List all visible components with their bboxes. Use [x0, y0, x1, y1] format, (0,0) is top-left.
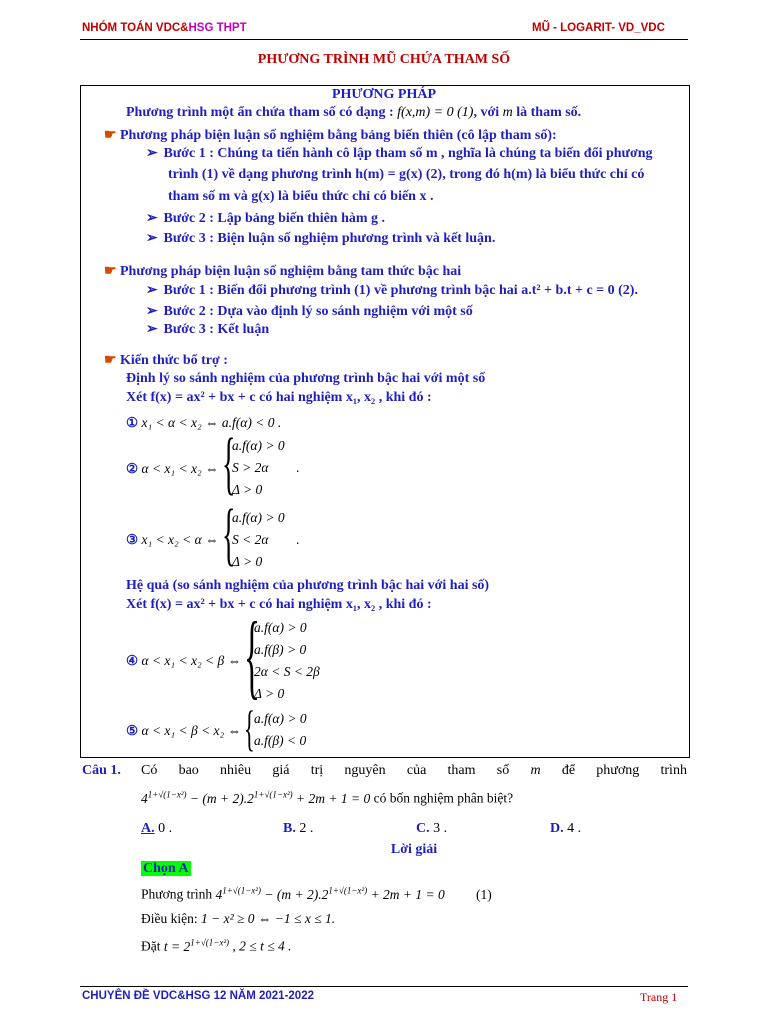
circled-number-4: ④: [126, 653, 139, 668]
case-4-sys-4: Δ > 0: [254, 686, 285, 701]
case-1: [126, 414, 281, 432]
brace-2: {: [222, 425, 236, 502]
case-4-sys-2: a.f(β) > 0: [254, 642, 307, 657]
step-text: Kết luận: [217, 322, 270, 337]
substitution: $t = 2^{1+√(1-x^2)}$: [163, 937, 230, 954]
equation-number: (1): [476, 887, 492, 902]
brace-5: {: [244, 700, 255, 756]
step-text: Biến đổi phương trình (1) về phương trình bậc hai a.t² + b.t + c = 0 (2).: [217, 283, 638, 298]
question-line-1: [141, 763, 687, 779]
step-label: Bước 1 :: [163, 283, 214, 298]
q-word: tham: [447, 763, 476, 778]
case-2-sys-1: a.f(α) > 0: [232, 438, 285, 453]
question-line-2: [141, 789, 513, 807]
solution-equation: $4^{1+√(1-x^2)} - (m + 2).2^{1+√(1-x^2)} + 2m + 1 = 0$: [215, 885, 445, 902]
intro-text: Phương trình một ẩn chứa tham số có dạng :: [126, 105, 398, 120]
section1-step1-row: [146, 145, 652, 163]
q-word: giá: [272, 763, 290, 778]
q-word: nhiêu: [220, 763, 252, 778]
case-4: [126, 652, 241, 670]
option-value: 2 .: [299, 821, 314, 836]
option-c[interactable]: [416, 821, 447, 837]
section1-title-row: [104, 127, 557, 145]
question-suffix: có bốn nghiệm phân biệt?: [370, 790, 514, 806]
option-d[interactable]: [550, 821, 581, 837]
arrow-bullet-icon: ➢: [146, 211, 158, 226]
case-3-sys-1: a.f(α) > 0: [232, 510, 285, 525]
option-letter: D.: [550, 821, 564, 836]
intro-m: m: [502, 105, 513, 120]
chosen-answer: Chọn A: [143, 861, 189, 876]
option-letter: B.: [283, 821, 296, 836]
case-5-sys-2: a.f(β) < 0: [254, 733, 307, 748]
case-3-sys-2: S < 2α: [232, 532, 269, 547]
corollary-title: Hệ quả (so sánh nghiệm của phương trình bậc hai với hai số): [126, 578, 490, 593]
substitution-range: , 2 ≤ t ≤ 4 .: [229, 938, 292, 954]
case-3-sys-3: Δ > 0: [232, 554, 263, 569]
arrow-bullet-icon: ➢: [146, 283, 158, 298]
q-word: trình: [660, 763, 687, 778]
step-text: Dựa vào định lý so sánh nghiệm với một số: [217, 304, 473, 319]
substitution-row: [141, 937, 291, 955]
arrow-bullet-icon: ➢: [146, 304, 158, 319]
step-label: Bước 3 :: [163, 322, 214, 337]
section1-step1-line2: trình (1) về dạng phương trình h(m) = g(x) (2), trong đó h(m) là biểu thức chỉ có: [168, 167, 645, 182]
case-2-sys-2: S > 2α: [232, 460, 269, 475]
solution-heading: Lời giải: [390, 842, 438, 857]
header-group-name: NHÓM TOÁN VDC&: [82, 22, 189, 34]
case-2-sys-3: Δ > 0: [232, 482, 263, 497]
header-right: MŨ - LOGARIT- VD_VDC: [532, 22, 665, 34]
section3-title-row: [104, 352, 228, 370]
question-label: Câu 1.: [82, 763, 121, 778]
step-label: Bước 1 :: [163, 146, 214, 161]
q-word: của: [406, 763, 427, 778]
header-rule: [80, 39, 688, 40]
solution-equation-row: [141, 885, 445, 903]
case-3-left: x₁ < x₂ < α ⇔: [141, 532, 219, 547]
q-word: số: [496, 763, 510, 778]
option-value: 4 .: [567, 821, 582, 836]
option-value: 0 .: [158, 821, 173, 836]
section2-step2-row: [146, 303, 473, 321]
q-word: nguyên: [344, 763, 386, 778]
step-text: Biện luận số nghiệm phương trình và kết luận.: [217, 231, 496, 246]
condition: 1 − x² ≥ 0 ⇔ −1 ≤ x ≤ 1.: [201, 911, 336, 926]
theorem-title: Định lý so sánh nghiệm của phương trình bậc hai với một số: [126, 371, 486, 386]
case-3-dot: .: [296, 532, 300, 547]
case-5: [126, 722, 241, 740]
intro-end: là tham số.: [512, 105, 582, 120]
header-left: [82, 22, 247, 34]
step-label: Bước 2 :: [163, 211, 214, 226]
q-word: trị: [310, 763, 324, 778]
section1-title: Phương pháp biện luận số nghiệm bằng bảng biến thiên (cô lập tham số):: [120, 128, 557, 143]
section2-title: Phương pháp biện luận số nghiệm bằng tam thức bậc hai: [120, 264, 462, 279]
case-3: [126, 531, 219, 549]
xet-line-1: Xét f(x) = ax² + bx + c có hai nghiệm x₁, x₂ , khi đó :: [126, 390, 432, 405]
case-5-left: α < x₁ < β < x₂ ⇔: [141, 723, 242, 738]
q-word: bao: [178, 763, 199, 778]
case-4-sys-1: a.f(α) > 0: [254, 620, 307, 635]
q-word: m: [530, 763, 541, 778]
section2-title-row: [104, 263, 461, 281]
footer-rule: [80, 986, 688, 987]
case-4-left: α < x₁ < x₂ < β ⇔: [141, 653, 242, 668]
option-a[interactable]: [141, 821, 172, 837]
pointing-hand-icon: ☛: [104, 264, 117, 279]
circled-number-3: ③: [126, 532, 139, 547]
option-letter: C.: [416, 821, 430, 836]
circled-number-5: ⑤: [126, 723, 139, 738]
pointing-hand-icon: ☛: [104, 353, 117, 368]
condition-row: [141, 911, 335, 927]
intro-with: , với: [473, 105, 503, 120]
substitution-label: Đặt: [141, 938, 164, 954]
section2-step3-row: [146, 321, 269, 339]
section1-step3-row: [146, 230, 495, 248]
step-label: Bước 3 :: [163, 231, 214, 246]
section3-title: Kiến thức bổ trợ :: [120, 353, 228, 368]
section2-step1-row: [146, 282, 638, 300]
brace-4: {: [244, 602, 260, 708]
case-1-formula: x₁ < α < x₂ ⇔ a.f(α) < 0 .: [141, 415, 282, 430]
page-number: Trang 1: [640, 990, 678, 1004]
section1-step1-line3: tham số m và g(x) là biểu thức chỉ có biến x .: [168, 189, 434, 204]
step-text: Chúng ta tiến hành cô lập tham số m , nghĩa là chúng ta biến đổi phương: [217, 146, 653, 161]
case-2: [126, 460, 219, 478]
circled-number-1: ①: [126, 415, 139, 430]
eq-prefix: Phương trình: [141, 886, 216, 902]
intro-formula: f(x,m) = 0 (1): [397, 105, 474, 120]
method-intro: [126, 104, 581, 122]
option-letter: A.: [141, 821, 155, 836]
case-2-left: α < x₁ < x₂ ⇔: [141, 461, 219, 476]
option-value: 3 .: [433, 821, 448, 836]
q-word: phương: [596, 763, 640, 778]
section1-step2-row: [146, 210, 385, 228]
arrow-bullet-icon: ➢: [146, 231, 158, 246]
condition-label: Điều kiện:: [141, 911, 201, 926]
case-4-sys-3: 2α < S < 2β: [254, 664, 320, 679]
arrow-bullet-icon: ➢: [146, 146, 158, 161]
page-title: PHƯƠNG TRÌNH MŨ CHỨA THAM SỐ: [257, 52, 511, 67]
brace-3: {: [222, 496, 236, 573]
case-2-dot: .: [296, 460, 300, 475]
footer-left: CHUYÊN ĐỀ VDC&HSG 12 NĂM 2021-2022: [82, 990, 314, 1002]
q-word: để: [561, 763, 576, 778]
chosen-answer-row: [141, 861, 191, 877]
method-heading: PHƯƠNG PHÁP: [331, 87, 437, 102]
option-b[interactable]: [283, 821, 313, 837]
question-equation: $4^{1+√(1-x^2)} - (m + 2).2^{1+√(1-x^2)} + 2m + 1 = 0$: [141, 789, 371, 806]
header-group-suffix: HSG THPT: [188, 22, 247, 34]
q-word: Có: [141, 763, 158, 778]
case-5-sys-1: a.f(α) > 0: [254, 711, 307, 726]
arrow-bullet-icon: ➢: [146, 322, 158, 337]
circled-number-2: ②: [126, 461, 139, 476]
step-text: Lập bảng biến thiên hàm g .: [217, 211, 386, 226]
xet-line-2: Xét f(x) = ax² + bx + c có hai nghiệm x₁, x₂ , khi đó :: [126, 597, 432, 612]
step-label: Bước 2 :: [163, 304, 214, 319]
pointing-hand-icon: ☛: [104, 128, 117, 143]
